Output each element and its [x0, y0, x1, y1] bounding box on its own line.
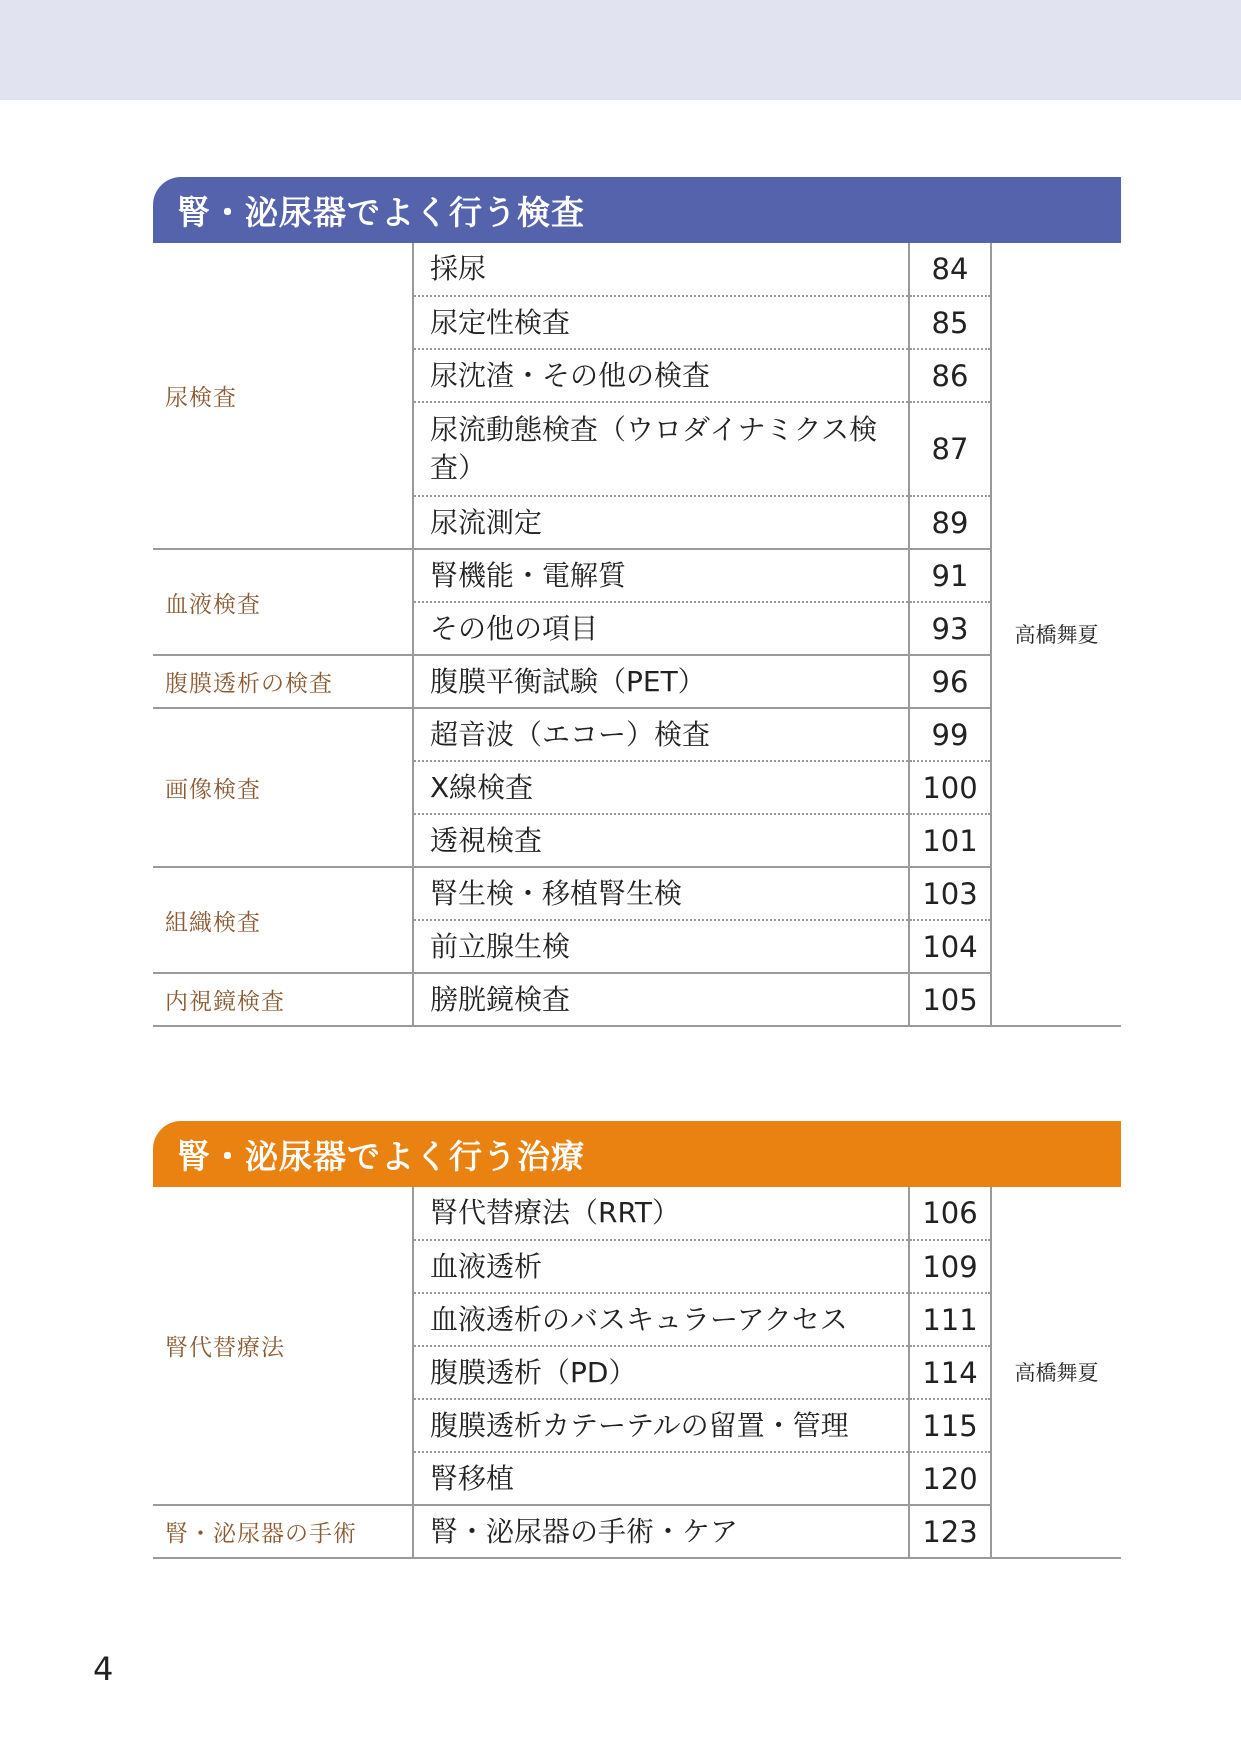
page-ref: 120	[909, 1452, 991, 1505]
table-row	[153, 655, 1121, 708]
page-ref: 96	[909, 655, 991, 708]
treatment-table	[153, 1187, 1121, 1559]
category-label: 血液検査	[153, 549, 413, 655]
item-label: 尿流測定	[413, 496, 909, 549]
item-label: 腹膜平衡試験（PET）	[413, 655, 909, 708]
treatment-section	[153, 1121, 1121, 1559]
treatment-section-header: 腎・泌尿器でよく行う治療	[153, 1121, 1121, 1187]
exam-section	[153, 177, 1121, 1027]
page-ref: 103	[909, 867, 991, 920]
exam-table	[153, 243, 1121, 1027]
table-row	[153, 243, 1121, 296]
page-number: 4	[93, 1650, 114, 1688]
author-name: 高橋舞夏	[991, 243, 1121, 1026]
page-ref: 85	[909, 296, 991, 349]
top-band	[0, 0, 1241, 100]
item-label: 腎移植	[413, 1452, 909, 1505]
item-label: その他の項目	[413, 602, 909, 655]
item-label: 腎代替療法（RRT）	[413, 1187, 909, 1240]
item-label: 血液透析	[413, 1240, 909, 1293]
item-label: 超音波（エコー）検査	[413, 708, 909, 761]
page-ref: 93	[909, 602, 991, 655]
page-ref: 91	[909, 549, 991, 602]
page-ref: 111	[909, 1293, 991, 1346]
category-label: 尿検査	[153, 243, 413, 549]
item-label: 腎機能・電解質	[413, 549, 909, 602]
page-ref: 115	[909, 1399, 991, 1452]
page-ref: 114	[909, 1346, 991, 1399]
item-label: 採尿	[413, 243, 909, 296]
page-ref: 109	[909, 1240, 991, 1293]
table-row	[153, 549, 1121, 602]
item-label: 腹膜透析カテーテルの留置・管理	[413, 1399, 909, 1452]
page-ref: 104	[909, 920, 991, 973]
page-ref: 99	[909, 708, 991, 761]
page-ref: 86	[909, 349, 991, 402]
page-ref: 106	[909, 1187, 991, 1240]
table-row	[153, 973, 1121, 1026]
item-label: 腎・泌尿器の手術・ケア	[413, 1505, 909, 1558]
item-label: 腹膜透析（PD）	[413, 1346, 909, 1399]
item-label: 尿沈渣・その他の検査	[413, 349, 909, 402]
item-label: 前立腺生検	[413, 920, 909, 973]
category-label: 腎・泌尿器の手術	[153, 1505, 413, 1558]
category-label: 腹膜透析の検査	[153, 655, 413, 708]
item-label: 膀胱鏡検査	[413, 973, 909, 1026]
item-label: 透視検査	[413, 814, 909, 867]
table-row	[153, 1505, 1121, 1558]
category-label: 画像検査	[153, 708, 413, 867]
category-label: 内視鏡検査	[153, 973, 413, 1026]
item-label: X線検査	[413, 761, 909, 814]
page-ref: 123	[909, 1505, 991, 1558]
page-ref: 89	[909, 496, 991, 549]
category-label: 組織検査	[153, 867, 413, 973]
item-label: 尿定性検査	[413, 296, 909, 349]
page-ref: 87	[909, 402, 991, 496]
page-ref: 84	[909, 243, 991, 296]
page-ref: 101	[909, 814, 991, 867]
item-label: 尿流動態検査（ウロダイナミクス検査）	[413, 402, 909, 496]
author-name: 高橋舞夏	[991, 1187, 1121, 1558]
item-label: 腎生検・移植腎生検	[413, 867, 909, 920]
item-label: 血液透析のバスキュラーアクセス	[413, 1293, 909, 1346]
page-ref: 100	[909, 761, 991, 814]
table-row	[153, 1187, 1121, 1240]
exam-section-header: 腎・泌尿器でよく行う検査	[153, 177, 1121, 243]
table-row	[153, 708, 1121, 761]
table-row	[153, 867, 1121, 920]
category-label: 腎代替療法	[153, 1187, 413, 1505]
page-ref: 105	[909, 973, 991, 1026]
